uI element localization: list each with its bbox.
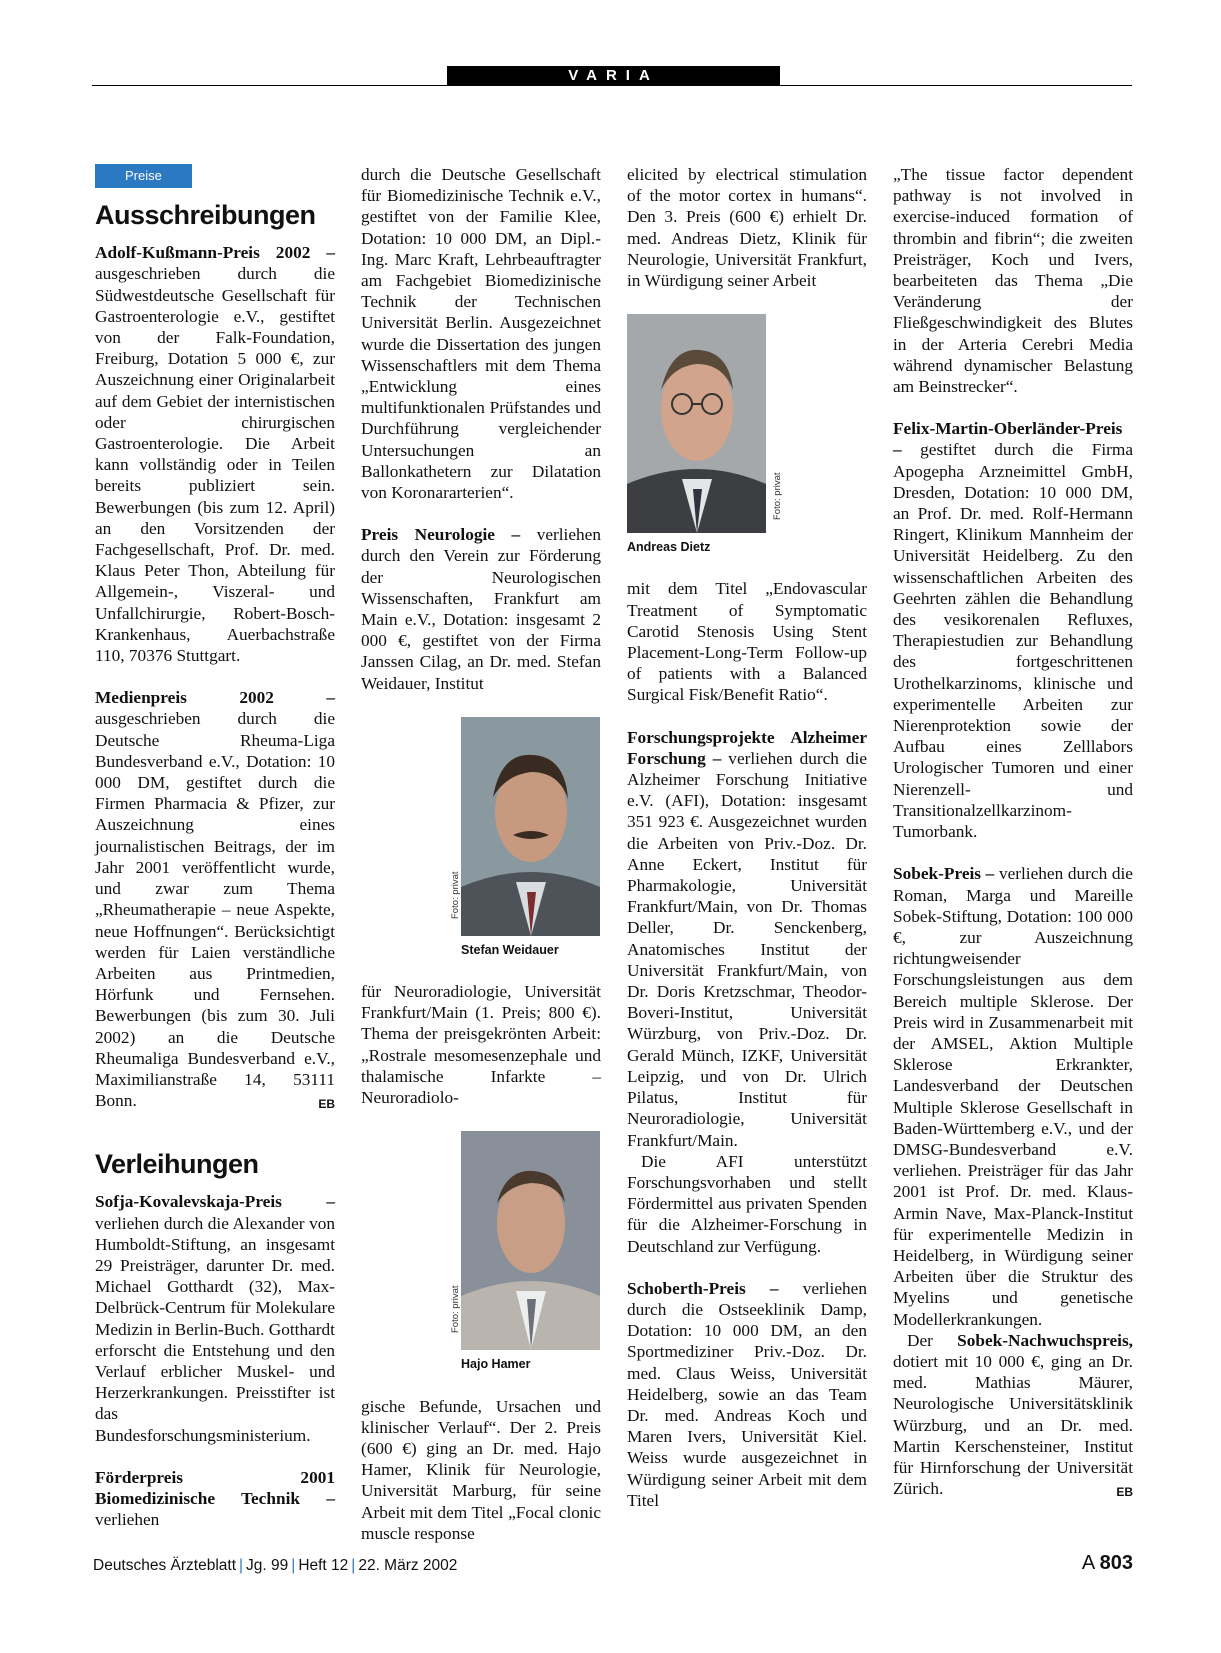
title-kovalevskaja: Sofja-Kovalevskaja-Preis – [95, 1192, 335, 1212]
text-alzheimer: verliehen durch die Alzheimer Forschung Initiative e.V. (AFI), Dotation: insgesamt 351 923 €. Ausgezeichnet wurden die Arbeiten von Priv.-Doz. Dr. Anne Eckert, Institut für Pharmakologie, Universität Frankfurt/Main, von Dr. Thomas Deller, Dr. Senckenberg, Anatomisches Institut der Universität Frankfurt/Main, von Dr. Doris Kretzschmar, Theodor-Boveri-Institut, Universität Würzburg, von Priv.-Doz. Dr. Gerald Münch, IZKF, Universität Leipzig, und von Dr. Ulrich Pilatus, Institut für Neuroradiologie, Universität Frankfurt/Main. [627, 748, 867, 1150]
text-sobek-nachwuchs-pre: Der [907, 1330, 958, 1350]
text-afi: Die AFI unterstützt Forschungsvorhaben und stellt Fördermittel aus privaten Spenden für die Alzheimer-Forschung in Deutschland zur Verfügung. [627, 1151, 867, 1256]
issue: Heft 12 [298, 1557, 349, 1574]
text-schoberth-cont: „The tissue factor dependent pathway is not involved in exercise-induced formation of thrombin and fibrin“; die zweiten Preisträger, Koch und Ivers, bearbeiteten das Thema „Die Veränderung der Fließgeschwindigkeit des Blutes in der Arteria Cerebri Media während dynamischer Belastung am Beinstrecker“. [893, 165, 1133, 397]
page-prefix: A [1081, 1552, 1095, 1574]
text-dietz-title: mit dem Titel „Endovascular Treatment of Symptomatic Carotid Stenosis Using Stent Placement-Long-Term Follow-up of patients with a Balanced Surgical Fisk/Benefit Ratio“. [627, 579, 867, 705]
article-kussmann [95, 242, 335, 666]
photo-caption: Stefan Weidauer [461, 942, 559, 957]
heading-ausschreibungen: Ausschreibungen [95, 200, 316, 231]
text-schoberth: verliehen durch die Ostseeklinik Damp, Dotation: 10 000 DM, an den Sportmediziner Priv.-Doz. Dr. med. Claus Weiss, Universität Heidelberg, sowie an das Team Dr. med. Andreas Koch und Maren Ivers, Universität Kiel. Weiss wurde ausgezeichnet in Würdigung seiner Arbeit mit dem Titel [627, 1278, 867, 1510]
footer-separator: | [291, 1557, 296, 1574]
issue-date: 22. März 2002 [358, 1557, 458, 1574]
column-1 [95, 164, 335, 1530]
text-neuroradiologie: für Neuroradiologie, Universität Frankfurt/Main (1. Preis; 800 €). Thema der preisgekrönten Arbeit: „Rostrale mesomesenzephale und thalamische Infarkte – Neuroradiolo- [361, 982, 601, 1108]
footer-citation [93, 1557, 457, 1575]
text-sobek: verliehen durch die Roman, Marga und Mareille Sobek-Stiftung, Dotation: 100 000 €, zur Auszeichnung richtungweisender Forschungsleistungen aus dem Bereich multiple Sklerose. Der Preis wird in Zusammenarbeit mit der AMSEL, Aktion Multiple Sklerose Erkrankter, Landesverband der Deutschen Multiple Sklerose Gesellschaft in Baden-Württemberg e.V., und der DMSG-Bundesverband e.V. verliehen. Preisträger für das Jahr 2001 ist Prof. Dr. med. Klaus-Armin Nave, Max-Planck-Institut für experimentelle Medizin in Heidelberg, in Würdigung seiner Arbeiten über die Struktur des Myelins und genetische Modellerkrankungen. [893, 864, 1133, 1329]
text-sobek-nachwuchs: dotiert mit 10 000 €, ging an Dr. med. Mathias Mäurer, Neurologische Universitätsklinik Würzburg, und an Dr. med. Martin Kerschensteiner, Institut für Hirnforschung der Universität Zürich. [893, 1351, 1133, 1499]
title-sobek-nachwuchs: Sobek-Nachwuchspreis, [957, 1330, 1133, 1350]
article-schoberth [627, 1278, 867, 1511]
title-medienpreis: Medienpreis 2002 – [95, 688, 335, 708]
title-schoberth: Schoberth-Preis – [627, 1278, 779, 1298]
author-initials: EB [318, 1097, 335, 1112]
photo-caption: Hajo Hamer [461, 1357, 531, 1372]
photo-weidauer [361, 717, 601, 936]
photo-credit: Foto: privat [450, 871, 461, 919]
column-2 [361, 164, 601, 1544]
article-oberlaender [893, 418, 1133, 842]
article-kovalevskaja [95, 1191, 335, 1445]
portrait-image [461, 717, 600, 936]
title-sobek: Sobek-Preis – [893, 864, 995, 884]
title-alzheimer: Forschungsprojekte Alzheimer Forschung – [627, 727, 867, 768]
text-oberlaender: gestiftet durch die Firma Apogepha Arzneimittel GmbH, Dresden, Dotation: 10 000 DM, an Prof. Dr. med. Rolf-Hermann Ringert, Klinikum Mannheim der Universität Heidelberg. Zu den wissenschaftlichen Arbeiten des Geehrten zählen die Behandlung des vesikorenalen Refluxes, Therapiestudien zur Behandlung des fortgeschrittenen Urothelkarzinoms, klinische und experimentelle Arbeiten zur Nierenprotektion sowie der Aufbau eines Zelllabors Urologischer Tumoren und einer Nierenzell- und Transitionalzellkarzinom-Tumorbank. [893, 440, 1133, 842]
column-3 [627, 164, 867, 1511]
article-neurologie [361, 524, 601, 694]
article-medienpreis [95, 687, 335, 1111]
photo-dietz [627, 314, 867, 533]
text-foerderpreis: verliehen [95, 1510, 160, 1530]
photo-caption: Andreas Dietz [627, 540, 711, 555]
text-biomed-cont: durch die Deutsche Gesellschaft für Biomedizinische Technik e.V., gestiftet von der Familie Klee, Dotation: 10 000 DM, an Dipl.-Ing. Marc Kraft, Lehrbeauftragter am Fachgebiet Biomedizinische Technik der Technischen Universität Berlin. Ausgezeichnet wurde die Dissertation des jungen Wissenschaftlers mit dem Thema „Entwicklung eines multifunktionalen Prüfstandes und Durchführung vergleichender Untersuchungen an Ballonkathetern zur Dilatation von Koronararterien“. [361, 165, 601, 503]
portrait-image [627, 314, 766, 533]
category-badge: Preise [95, 164, 192, 188]
heading-verleihungen: Verleihungen [95, 1149, 259, 1180]
author-initials: EB [1116, 1485, 1133, 1500]
article-sobek-nachwuchs [893, 1330, 1133, 1500]
text-neurologie: verliehen durch den Verein zur Förderung der Neurologischen Wissenschaften, Frankfurt am Main e.V., Dotation: insgesamt 2 000 €, gestiftet von der Firma Janssen Cilag, an Dr. med. Stefan Weidauer, Institut [361, 525, 601, 693]
text-hamer: gische Befunde, Ursachen und klinischer Verlauf“. Der 2. Preis (600 €) ging an Dr. med. Hajo Hamer, Klinik für Neurologie, Universität Marburg, für seine Arbeit mit dem Titel „Focal clonic muscle response [361, 1396, 601, 1543]
page-number [1082, 1552, 1133, 1575]
photo-credit: Foto: privat [450, 1285, 461, 1334]
photo-hamer [361, 1131, 601, 1350]
volume: Jg. 99 [246, 1557, 289, 1574]
text-kovalevskaja: verliehen durch die Alexander von Humboldt-Stiftung, an insgesamt 29 Preisträger, darunter Dr. med. Michael Gotthardt (32), Max-Delbrück-Centrum für Molekulare Medizin in Berlin-Buch. Gotthardt erforscht die Entstehung und den Verlauf erblicher Muskel- und Herzerkrankungen. Preisstifter ist das Bundesforschungsministerium. [95, 1213, 335, 1445]
photo-credit: Foto: privat [772, 472, 783, 521]
title-foerderpreis: Förderpreis 2001 Biomedizinische Technik – [95, 1467, 335, 1508]
article-sobek [893, 863, 1133, 1329]
section-header: VARIA [447, 66, 780, 86]
text-kussmann: ausgeschrieben durch die Südwestdeutsche Gesellschaft für Gastroenterologie e.V., gestiftet von der Falk-Foundation, Freiburg, Dotation 5 000 €, zur Auszeichnung einer Originalarbeit auf dem Gebiet der internistischen oder chirurgischen Gastroenterologie. Die Arbeit kann vollständig oder in Teilen bereits publiziert sein. Bewerbungen (bis zum 12. April) an den Vorsitzenden der Fachgesellschaft, Prof. Dr. med. Klaus Peter Thon, Abteilung für Allgemein-, Viszeral- und Unfallchirurgie, Robert-Bosch-Krankenhaus, Auerbachstraße 110, 70376 Stuttgart. [95, 264, 335, 666]
portrait-image [461, 1131, 600, 1350]
text-dietz: elicited by electrical stimulation of the motor cortex in humans“. Den 3. Preis (600 €) erhielt Dr. med. Andreas Dietz, Klinik für Neurologie, Universität Frankfurt, in Würdigung seiner Arbeit [627, 165, 867, 291]
footer-separator: | [239, 1557, 244, 1574]
header-rule [92, 85, 1132, 86]
article-foerderpreis [95, 1467, 335, 1531]
page-number-value: 803 [1099, 1552, 1133, 1574]
footer-separator: | [351, 1557, 356, 1574]
title-oberlaender: Felix-Martin-Oberländer-Preis – [893, 419, 1123, 460]
article-alzheimer [627, 727, 867, 1151]
journal-name: Deutsches Ärzteblatt [93, 1557, 237, 1574]
title-neurologie: Preis Neurologie – [361, 525, 521, 545]
title-kussmann: Adolf-Kußmann-Preis 2002 – [95, 243, 335, 263]
column-4 [893, 164, 1133, 1503]
text-medienpreis: ausgeschrieben durch die Deutsche Rheuma-Liga Bundesverband e.V., Dotation: 10 000 DM, gestiftet durch die Firmen Pharmacia & Pfizer, zur Auszeichnung eines journalistischen Beitrags, der im Jahr 2001 veröffentlicht wurde, und zwar zum Thema „Rheumatherapie – neue Aspekte, neue Hoffnungen“. Berücksichtigt werden für Laien verständliche Arbeiten aus Printmedien, Hörfunk und Fernsehen. Bewerbungen (bis zum 30. Juli 2002) an die Deutsche Rheumaliga Bundesverband e.V., Maximilianstraße 14, 53111 Bonn. [95, 709, 335, 1111]
